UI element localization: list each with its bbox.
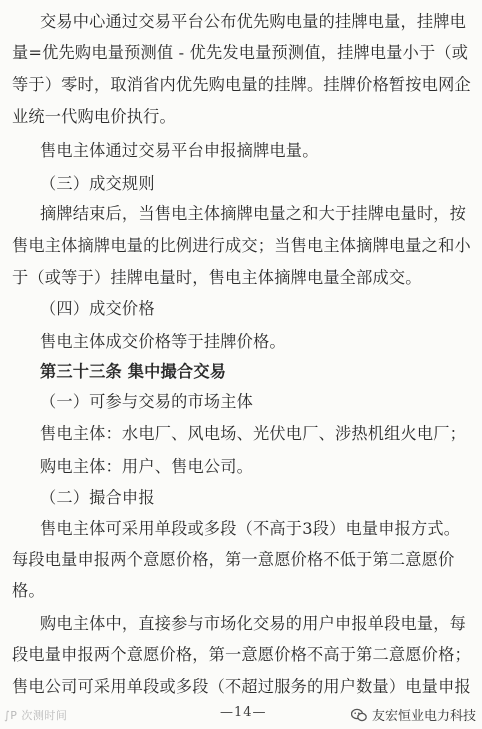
subsection-heading-2: （二）撮合申报 [40, 488, 155, 507]
article-heading: 第三十三条 集中撮合交易 [40, 362, 227, 381]
body-line-1: 交易中心通过交易平台公布优先购电量的挂牌电量，挂牌电 [40, 12, 467, 31]
body-line-19: 格。 [12, 581, 45, 600]
brand-name: 友宏恒业电力科技 [371, 709, 476, 724]
body-line-18: 每段电量申报两个意愿价格，第一意愿价格不低于第二意愿价 [12, 550, 455, 569]
page-number: —14— [220, 705, 267, 720]
body-line-11: 售电主体成交价格等于挂牌价格。 [40, 332, 286, 351]
body-line-9: 于（或等于）挂牌电量时，售电主体摘牌电量全部成交。 [12, 268, 422, 287]
section-heading-3: （三）成交规则 [40, 174, 155, 193]
section-heading-4: （四）成交价格 [40, 299, 155, 318]
body-line-17: 售电主体可采用单段或多段（不高于3段）电量申报方式。 [40, 519, 461, 538]
wechat-icon [351, 708, 367, 722]
body-line-8: 售电主体摘牌电量的比例进行成交；当售电主体摘牌电量之和小 [12, 236, 471, 255]
subsection-heading-1: （一）可参与交易的市场主体 [40, 392, 254, 411]
page-footer [0, 704, 482, 724]
body-line-5: 售电主体通过交易平台申报摘牌电量。 [40, 141, 319, 160]
body-line-4: 业统一代购电价执行。 [12, 107, 176, 126]
body-line-22: 售电公司可采用单段或多段（不超过服务的用户数量）电量申报 [12, 677, 471, 696]
body-line-7: 摘牌结束后，当售电主体摘牌电量之和大于挂牌电量时，按 [40, 204, 467, 223]
body-line-15: 购电主体：用户、售电公司。 [40, 457, 254, 476]
body-line-14: 售电主体：水电厂、风电场、光伏电厂、涉热机组火电厂； [40, 424, 467, 443]
body-line-2: 量=优先购电量预测值 - 优先发电量预测值，挂牌电量小于（或 [12, 43, 469, 62]
body-line-3: 等于）零时，取消省内优先购电量的挂牌。挂牌价格暂按电网企 [12, 75, 471, 94]
body-line-20: 购电主体中，直接参与市场化交易的用户申报单段电量，每 [40, 614, 467, 633]
source-watermark: ∫P 次测时间 [4, 709, 68, 722]
brand-watermark [351, 705, 476, 724]
body-line-21: 段电量申报两个意愿价格，第一意愿价格不高于第二意愿价格； [12, 645, 471, 664]
